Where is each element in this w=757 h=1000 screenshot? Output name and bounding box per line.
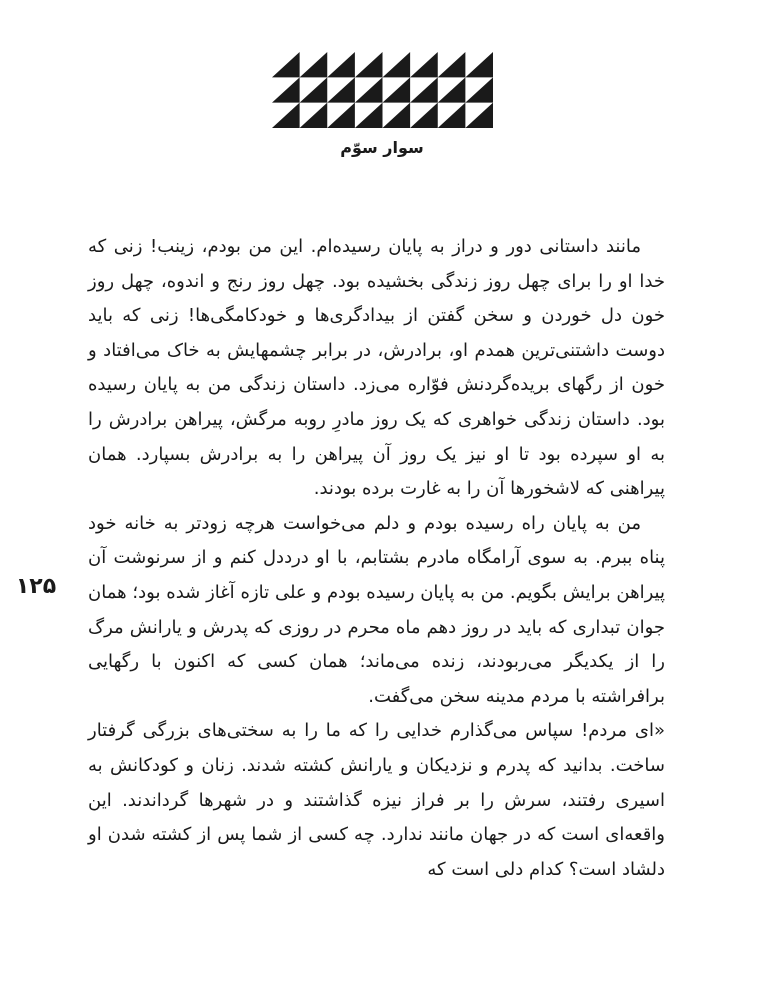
ornament-triangle: [272, 52, 300, 77]
paragraph: مانند داستانی دور و دراز به پایان رسیده‌ام. این من بودم، زینب! زنی که خدا او را برای چهل روز زندگی بخشیده بود. چهل روز رنج و اندوه، چهل روز خون دل خوردن و سخن گفتن از بیدادگری‌ها و خودکامگی‌ها! زنی که باید دوست داشتنی‌ترین همدم او، برادرش، در برابر چشمهایش به خاک می‌افتاد و خون از رگهای بریده‌گردنش فوّاره می‌زد. داستان زندگی من به پایان رسیده بود. داستان زندگی خواهری که یک روز مادرِ روبه مرگش، پیراهن برادرش را به او سپرده بود تا او نیز یک روز آن پیراهن را به برادرش بسپارد. همان پیراهنی که لاشخورها آن را به غارت برده بودند.: [88, 236, 665, 500]
ornament-triangle: [300, 103, 328, 128]
ornament-triangle: [465, 52, 493, 77]
ornament-triangle: [272, 103, 300, 128]
ornament-triangle: [410, 103, 438, 128]
triangle-pattern-icon: [272, 52, 493, 128]
chapter-title: سوار سوّم: [340, 138, 424, 157]
ornament-triangle: [383, 52, 411, 77]
body-text: [88, 230, 665, 887]
ornament-triangle: [410, 77, 438, 102]
ornament-triangle: [438, 103, 466, 128]
ornament-triangle: [383, 77, 411, 102]
ornament-triangle: [327, 52, 355, 77]
paragraph: «ای مردم! سپاس می‌گذارم خدایی را که ما را به سختی‌های بزرگی گرفتار ساخت. بدانید که پدرم و نزدیکان و یارانش کشته شدند. زنان و کودکانش به اسیری رفتند، سرش را بر فراز نیزه گذاشتند و در شهرها گرداندند. این واقعه‌ای است که در جهان مانند ندارد. چه کسی از شما پس از کشته شدن او دلشاد است؟ کدام دلی است که: [88, 720, 665, 880]
ornament-triangle: [300, 52, 328, 77]
paragraph: من به پایان راه رسیده بودم و دلم می‌خواست هرچه زودتر به خانه خود پناه ببرم. به سوی آرامگاه مادرم بشتابم، با او درددل کنم و از سرنوشت آن پیراهن برایش بگویم. من به پایان رسیده بودم و علی تازه آغاز شده بود؛ همان جوان تبداری که باید در روز دهم ماه محرم در روزی که پدرش و یارانش مرگ را از یکدیگر می‌ربودند، زنده می‌ماند؛ همان کسی که اکنون با رگهایی برافراشته با مردم مدینه سخن می‌گفت.: [88, 512, 665, 707]
ornament-triangle: [327, 77, 355, 102]
ornament-triangle: [438, 52, 466, 77]
ornament-triangle: [383, 103, 411, 128]
ornament-triangle: [355, 103, 383, 128]
ornament-triangle: [465, 103, 493, 128]
ornament-triangle: [272, 77, 300, 102]
ornament-triangle: [465, 77, 493, 102]
page-number: ۱۲۵: [15, 574, 57, 599]
ornament-triangle: [438, 77, 466, 102]
ornament-triangle: [300, 77, 328, 102]
ornament-triangle: [355, 77, 383, 102]
ornament-triangle: [327, 103, 355, 128]
ornament-triangle: [410, 52, 438, 77]
ornament-triangle: [355, 52, 383, 77]
